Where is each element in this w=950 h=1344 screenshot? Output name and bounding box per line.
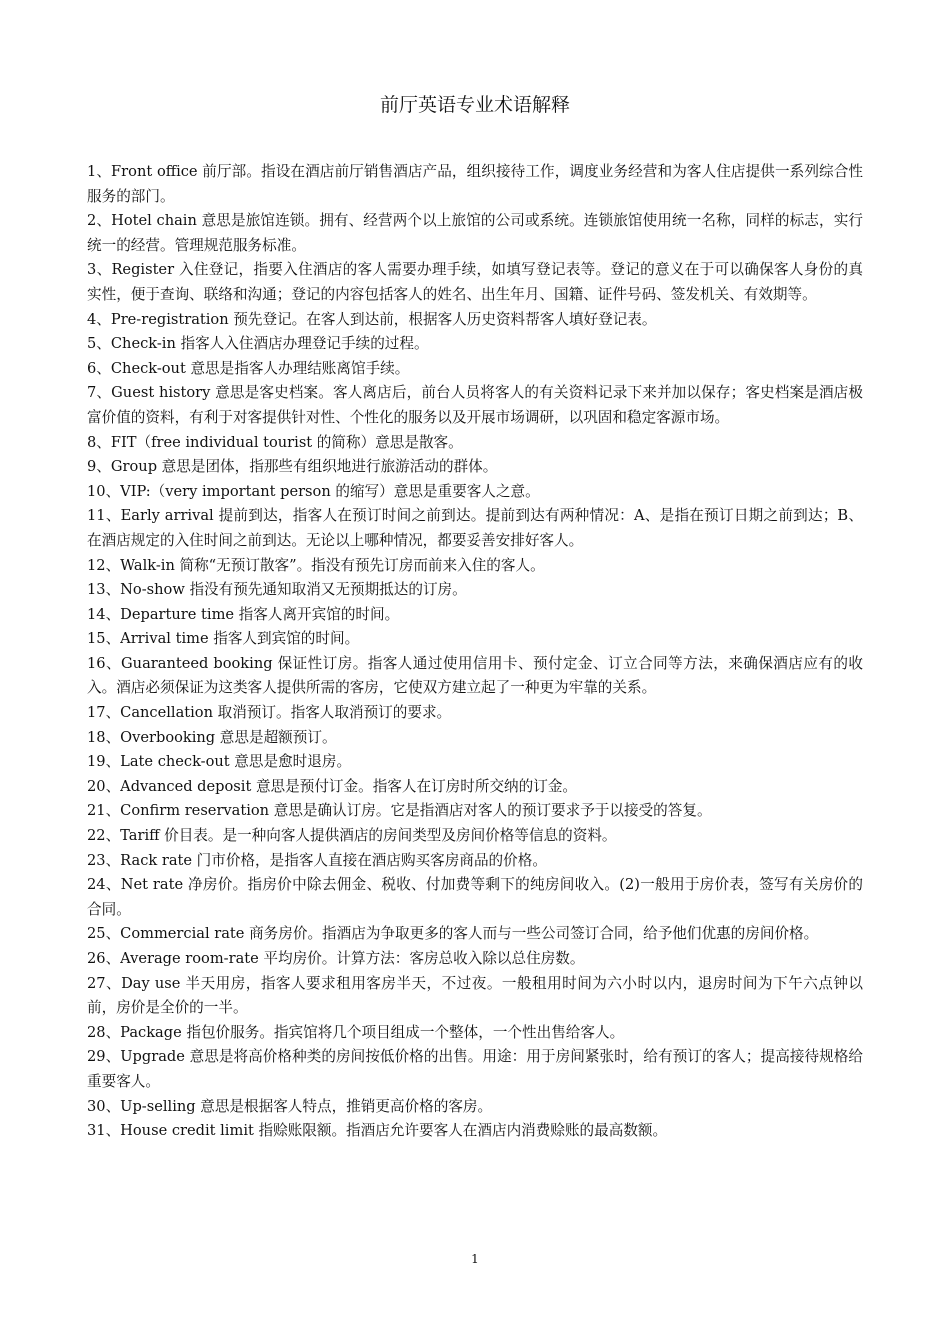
term-paragraph: 25、Commercial rate 商务房价。指酒店为争取更多的客人而与一些公司签订合同，给予他们优惠的房间价格。: [87, 925, 819, 943]
term-paragraph: 26、Average room-rate 平均房价。计算方法：客房总收入除以总住房数。: [87, 950, 585, 967]
term-paragraph: 21、Confirm reservation 意思是确认订房。它是指酒店对客人的预订要求予于以接受的答复。: [87, 802, 712, 820]
page-number: 1: [471, 1252, 479, 1266]
term-paragraph: 10、VIP:（very important person 的缩写）意思是重要客人之意。: [87, 482, 540, 500]
term-paragraph: 5、Check-in 指客人入住酒店办理登记手续的过程。: [87, 335, 429, 353]
term-paragraph: 6、Check-out 意思是指客人办理结账离馆手续。: [87, 359, 410, 377]
term-paragraph: 29、Upgrade 意思是将高价格种类的房间按低价格的出售。用途：用于房间紧张时，给有预订的客人；提高接待规格给重要客人。: [87, 1048, 863, 1090]
term-paragraph: 3、Register 入住登记，指要入住酒店的客人需要办理手续，如填写登记表等。登记的意义在于可以确保客人身份的真实性，便于查询、联络和沟通；登记的内容包括客人的姓名、出生年月、国籍、证件号码、签发机关、有效期等。: [87, 261, 863, 303]
term-paragraph: 19、Late check-out 意思是愈时退房。: [87, 753, 352, 771]
term-paragraph: 27、Day use 半天用房，指客人要求租用客房半天，不过夜。一般租用时间为六小时以内，退房时间为下午六点钟以前，房价是全价的一半。: [87, 974, 863, 1017]
term-paragraph: 22、Tariff 价目表。是一种向客人提供酒店的房间类型及房间价格等信息的资料。: [87, 827, 617, 845]
term-paragraph: 30、Up-selling 意思是根据客人特点，推销更高价格的客房。: [87, 1097, 493, 1115]
term-paragraph: 4、Pre-registration 预先登记。在客人到达前，根据客人历史资料帮客人填好登记表。: [87, 310, 657, 328]
term-paragraph: 24、Net rate 净房价。指房价中除去佣金、税收、付加费等剩下的纯房间收入。(2)一般用于房价表，签写有关房价的合同。: [87, 876, 863, 918]
term-paragraph: 11、Early arrival 提前到达，指客人在预订时间之前到达。提前到达有两种情况：A、是指在预订日期之前到达；B、在酒店规定的入住时间之前到达。无论以上哪种情况，都要妥善安排好客人。: [87, 507, 863, 549]
terms-list: [87, 160, 863, 1144]
term-paragraph: 16、Guaranteed booking 保证性订房。指客人通过使用信用卡、预付定金、订立合同等方法，来确保酒店应有的收入。酒店必须保证为这类客人提供所需的客房，它使双方建立起了一种更为牢靠的关系。: [87, 654, 863, 697]
term-paragraph: 20、Advanced deposit 意思是预付订金。指客人在订房时所交纳的订金。: [87, 777, 578, 795]
term-paragraph: 23、Rack rate 门市价格，是指客人直接在酒店购买客房商品的价格。: [87, 851, 547, 869]
term-paragraph: 2、Hotel chain 意思是旅馆连锁。拥有、经营两个以上旅馆的公司或系统。连锁旅馆使用统一名称，同样的标志，实行统一的经营。管理规范服务标准。: [87, 212, 863, 254]
term-paragraph: 31、House credit limit 指赊账限额。指酒店允许要客人在酒店内消费赊账的最高数额。: [87, 1122, 668, 1140]
term-paragraph: 18、Overbooking 意思是超额预订。: [87, 728, 337, 746]
term-paragraph: 13、No-show 指没有预先通知取消又无预期抵达的订房。: [87, 581, 467, 599]
document-title: 前厅英语专业术语解释: [379, 94, 570, 116]
term-paragraph: 28、Package 指包价服务。指宾馆将几个项目组成一个整体，一个性出售给客人。: [87, 1023, 625, 1041]
term-paragraph: 17、Cancellation 取消预订。指客人取消预订的要求。: [87, 704, 452, 722]
term-paragraph: 12、Walk-in 简称“无预订散客”。指没有预先订房而前来入住的客人。: [87, 556, 545, 574]
term-paragraph: 1、Front office 前厅部。指设在酒店前厅销售酒店产品，组织接待工作，调度业务经营和为客人住店提供一系列综合性服务的部门。: [87, 163, 863, 205]
term-paragraph: 7、Guest history 意思是客史档案。客人离店后，前台人员将客人的有关资料记录下来并加以保存；客史档案是酒店极富价值的资料，有利于对客提供针对性、个性化的服务以及开展市场调研，以巩固和稳定客源市场。: [87, 384, 863, 426]
term-paragraph: 8、FIT（free individual tourist 的简称）意思是散客。: [87, 433, 463, 451]
term-paragraph: 15、Arrival time 指客人到宾馆的时间。: [87, 630, 360, 648]
term-paragraph: 14、Departure time 指客人离开宾馆的时间。: [87, 605, 400, 623]
term-paragraph: 9、Group 意思是团体，指那些有组织地进行旅游活动的群体。: [87, 458, 498, 476]
